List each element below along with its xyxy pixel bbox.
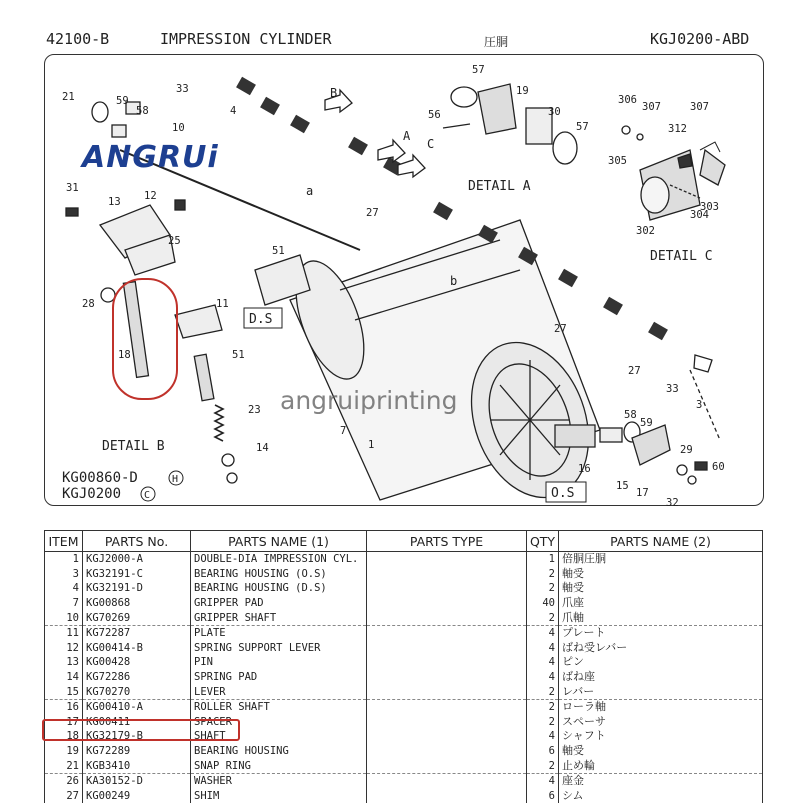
callout-b: b xyxy=(450,274,457,288)
table-row xyxy=(45,567,763,582)
cell-parts-no: KGB3410 xyxy=(83,758,191,773)
cell-parts-no: KG32191-D xyxy=(83,581,191,596)
col-item: ITEM xyxy=(45,531,83,552)
cell-parts-name: BEARING HOUSING (O.S) xyxy=(191,567,367,582)
table-row xyxy=(45,596,763,611)
callout-number: 19 xyxy=(516,85,529,97)
cell-parts-name2: ローラ軸 xyxy=(559,699,763,714)
cell-parts-no: KA30152-D xyxy=(83,773,191,788)
cell-parts-name2: シム xyxy=(559,789,763,803)
cell-parts-name: GRIPPER SHAFT xyxy=(191,610,367,625)
detail-a-label: DETAIL A xyxy=(468,179,531,194)
cell-parts-type xyxy=(367,789,527,803)
cell-parts-name: SPRING SUPPORT LEVER xyxy=(191,641,367,656)
cell-item: 10 xyxy=(45,610,83,625)
cell-parts-name: GRIPPER PAD xyxy=(191,596,367,611)
callout-number: 18 xyxy=(118,349,131,361)
ds-label: D.S xyxy=(249,312,272,327)
cell-parts-name2: シャフト xyxy=(559,729,763,744)
cell-parts-name: BEARING HOUSING xyxy=(191,744,367,759)
callout-number: 28 xyxy=(82,298,95,310)
cell-qty: 2 xyxy=(527,758,559,773)
os-label: O.S xyxy=(551,486,574,501)
cell-parts-name2: 軸受 xyxy=(559,744,763,759)
cell-parts-name2: 爪座 xyxy=(559,596,763,611)
cell-parts-type xyxy=(367,758,527,773)
cell-item: 12 xyxy=(45,641,83,656)
callout-number: 51 xyxy=(232,349,245,361)
callout-number: 305 xyxy=(608,155,627,167)
page-title: IMPRESSION CYLINDER xyxy=(160,30,332,48)
callout-number: 27 xyxy=(554,323,567,335)
col-parts-no: PARTS No. xyxy=(83,531,191,552)
table-row xyxy=(45,610,763,625)
cell-parts-type xyxy=(367,552,527,567)
col-parts-type: PARTS TYPE xyxy=(367,531,527,552)
cell-qty: 4 xyxy=(527,729,559,744)
table-row xyxy=(45,684,763,699)
callout-number: 27 xyxy=(628,365,641,377)
table-row xyxy=(45,789,763,803)
arrow-c-label: C xyxy=(427,137,434,151)
callout-number: 307 xyxy=(642,101,661,113)
cell-parts-name: SHAFT xyxy=(191,729,367,744)
cell-parts-name2: 爪軸 xyxy=(559,610,763,625)
callout-number: 21 xyxy=(62,91,75,103)
cell-parts-type xyxy=(367,567,527,582)
callout-number: 51 xyxy=(272,245,285,257)
parts-table xyxy=(44,530,763,803)
reference-c-mark: C xyxy=(144,490,150,501)
cell-qty: 40 xyxy=(527,596,559,611)
cell-parts-no: KG72287 xyxy=(83,625,191,640)
cell-parts-no: KG32191-C xyxy=(83,567,191,582)
brand-logo: ANGRUi xyxy=(82,140,219,175)
cell-parts-name: BEARING HOUSING (D.S) xyxy=(191,581,367,596)
cell-qty: 2 xyxy=(527,715,559,730)
cell-parts-name: SNAP RING xyxy=(191,758,367,773)
cell-parts-name: SHIM xyxy=(191,789,367,803)
col-parts-name: PARTS NAME (1) xyxy=(191,531,367,552)
cell-item: 27 xyxy=(45,789,83,803)
callout-a: a xyxy=(306,184,313,198)
cell-item: 18 xyxy=(45,729,83,744)
callout-number: 3 xyxy=(696,399,702,411)
cell-parts-type xyxy=(367,715,527,730)
cell-parts-no: KG72286 xyxy=(83,670,191,685)
cell-item: 15 xyxy=(45,684,83,699)
callout-number: 10 xyxy=(172,122,185,134)
callout-number: 303 xyxy=(700,201,719,213)
cell-qty: 6 xyxy=(527,744,559,759)
cell-qty: 4 xyxy=(527,670,559,685)
cell-parts-name2: ばね座 xyxy=(559,670,763,685)
cell-parts-type xyxy=(367,596,527,611)
callout-number: 27 xyxy=(366,207,379,219)
cell-parts-no: KG32179-B xyxy=(83,729,191,744)
cell-parts-no: KG00868 xyxy=(83,596,191,611)
cell-parts-no: KG70269 xyxy=(83,610,191,625)
callout-number: 306 xyxy=(618,94,637,106)
cell-item: 16 xyxy=(45,699,83,714)
callout-number: 4 xyxy=(230,105,236,117)
callout-number: 15 xyxy=(616,480,629,492)
table-row xyxy=(45,758,763,773)
col-parts-name2: PARTS NAME (2) xyxy=(559,531,763,552)
cell-qty: 4 xyxy=(527,625,559,640)
callout-number: 302 xyxy=(636,225,655,237)
cell-parts-type xyxy=(367,625,527,640)
callout-number: 1 xyxy=(368,439,374,451)
callout-number: 59 xyxy=(640,417,653,429)
detail-b-label: DETAIL B xyxy=(102,439,165,454)
cell-parts-type xyxy=(367,729,527,744)
cell-parts-name2: レバー xyxy=(559,684,763,699)
cell-item: 21 xyxy=(45,758,83,773)
cell-parts-name2: 止め輪 xyxy=(559,758,763,773)
page-title-jp: 圧胴 xyxy=(484,33,508,50)
cell-parts-type xyxy=(367,581,527,596)
cell-parts-name: SPACER xyxy=(191,715,367,730)
callout-number: 16 xyxy=(578,463,591,475)
cell-parts-type xyxy=(367,744,527,759)
cell-parts-name: PLATE xyxy=(191,625,367,640)
callout-number: 307 xyxy=(690,101,709,113)
callout-number: 312 xyxy=(668,123,687,135)
cell-qty: 6 xyxy=(527,789,559,803)
callout-number: 31 xyxy=(66,182,79,194)
detail-a-drawing xyxy=(443,84,577,164)
cell-parts-name2: 倍胴圧胴 xyxy=(559,552,763,567)
cell-parts-name2: 座金 xyxy=(559,773,763,788)
cell-qty: 4 xyxy=(527,641,559,656)
callout-number: 29 xyxy=(680,444,693,456)
cell-parts-name2: ピン xyxy=(559,655,763,670)
table-row xyxy=(45,552,763,567)
callout-number: 12 xyxy=(144,190,157,202)
cell-qty: 2 xyxy=(527,684,559,699)
cell-parts-name: SPRING PAD xyxy=(191,670,367,685)
impression-cylinder-drawing xyxy=(255,220,609,514)
cell-item: 1 xyxy=(45,552,83,567)
callout-number: 56 xyxy=(428,109,441,121)
callout-number: 60 xyxy=(712,461,725,473)
table-row xyxy=(45,773,763,788)
cell-item: 26 xyxy=(45,773,83,788)
table-row xyxy=(45,744,763,759)
cell-parts-name: PIN xyxy=(191,655,367,670)
col-qty: QTY xyxy=(527,531,559,552)
cell-parts-no: KGJ2000-A xyxy=(83,552,191,567)
cell-parts-type xyxy=(367,773,527,788)
callout-number: 23 xyxy=(248,404,261,416)
table-row xyxy=(45,625,763,640)
arrow-a-label: A xyxy=(403,129,411,143)
drawing-code: KGJ0200-ABD xyxy=(650,30,749,48)
cell-qty: 2 xyxy=(527,567,559,582)
callout-number: 14 xyxy=(256,442,269,454)
table-header-row xyxy=(45,531,763,552)
callout-number: 304 xyxy=(690,209,709,221)
arrow-b-label: B xyxy=(330,86,337,100)
reference-h-mark: H xyxy=(172,474,178,485)
cell-parts-name2: 軸受 xyxy=(559,581,763,596)
cell-parts-no: KG00249 xyxy=(83,789,191,803)
cell-qty: 1 xyxy=(527,552,559,567)
cell-item: 3 xyxy=(45,567,83,582)
cell-parts-type xyxy=(367,670,527,685)
watermark-text: angruiprinting xyxy=(280,386,458,415)
cell-item: 11 xyxy=(45,625,83,640)
cell-qty: 2 xyxy=(527,699,559,714)
callout-number: 58 xyxy=(624,409,637,421)
cell-parts-no: KG00410-A xyxy=(83,699,191,714)
cell-parts-type xyxy=(367,655,527,670)
callout-number: 25 xyxy=(168,235,181,247)
parts-table-body xyxy=(45,552,763,803)
cell-parts-name2: スペーサ xyxy=(559,715,763,730)
shaft-highlight-row xyxy=(42,719,240,741)
callout-number: 33 xyxy=(176,83,189,95)
cell-parts-no: KG00428 xyxy=(83,655,191,670)
cell-parts-no: KG00414-B xyxy=(83,641,191,656)
callout-number: 58 xyxy=(136,105,149,117)
cell-parts-name2: ばね受レバー xyxy=(559,641,763,656)
callout-number: 17 xyxy=(636,487,649,499)
callout-number: 11 xyxy=(216,298,229,310)
shaft-highlight-diagram xyxy=(112,278,178,400)
cell-item: 4 xyxy=(45,581,83,596)
cell-parts-no: KG70270 xyxy=(83,684,191,699)
cell-parts-name: DOUBLE-DIA IMPRESSION CYL. xyxy=(191,552,367,567)
callout-number: 33 xyxy=(666,383,679,395)
cell-qty: 4 xyxy=(527,773,559,788)
callout-number: 13 xyxy=(108,196,121,208)
table-row xyxy=(45,641,763,656)
cell-item: 7 xyxy=(45,596,83,611)
cell-qty: 2 xyxy=(527,610,559,625)
cell-parts-name: WASHER xyxy=(191,773,367,788)
table-row xyxy=(45,670,763,685)
cell-item: 13 xyxy=(45,655,83,670)
callout-number: 57 xyxy=(576,121,589,133)
table-row xyxy=(45,655,763,670)
cell-parts-type xyxy=(367,610,527,625)
cell-item: 14 xyxy=(45,670,83,685)
cell-item: 17 xyxy=(45,715,83,730)
model-number: 42100-B xyxy=(46,30,109,48)
cell-parts-name2: 軸受 xyxy=(559,567,763,582)
cell-parts-type xyxy=(367,699,527,714)
cell-parts-type xyxy=(367,684,527,699)
callout-number: 57 xyxy=(472,64,485,76)
cell-qty: 2 xyxy=(527,581,559,596)
cell-parts-name: ROLLER SHAFT xyxy=(191,699,367,714)
cell-item: 19 xyxy=(45,744,83,759)
callout-number: 30 xyxy=(548,106,561,118)
table-row xyxy=(45,699,763,714)
reference-h: KG00860-D xyxy=(62,470,138,486)
cell-parts-type xyxy=(367,641,527,656)
cell-qty: 4 xyxy=(527,655,559,670)
cell-parts-name2: プレート xyxy=(559,625,763,640)
callout-number: 32 xyxy=(666,497,679,509)
cell-parts-name: LEVER xyxy=(191,684,367,699)
callout-number: 7 xyxy=(340,425,346,437)
detail-c-label: DETAIL C xyxy=(650,249,713,264)
callout-number: 59 xyxy=(116,95,129,107)
reference-c: KGJ0200 xyxy=(62,486,121,502)
cell-parts-no: KG72289 xyxy=(83,744,191,759)
cell-parts-no: KG00411 xyxy=(83,715,191,730)
table-row xyxy=(45,581,763,596)
